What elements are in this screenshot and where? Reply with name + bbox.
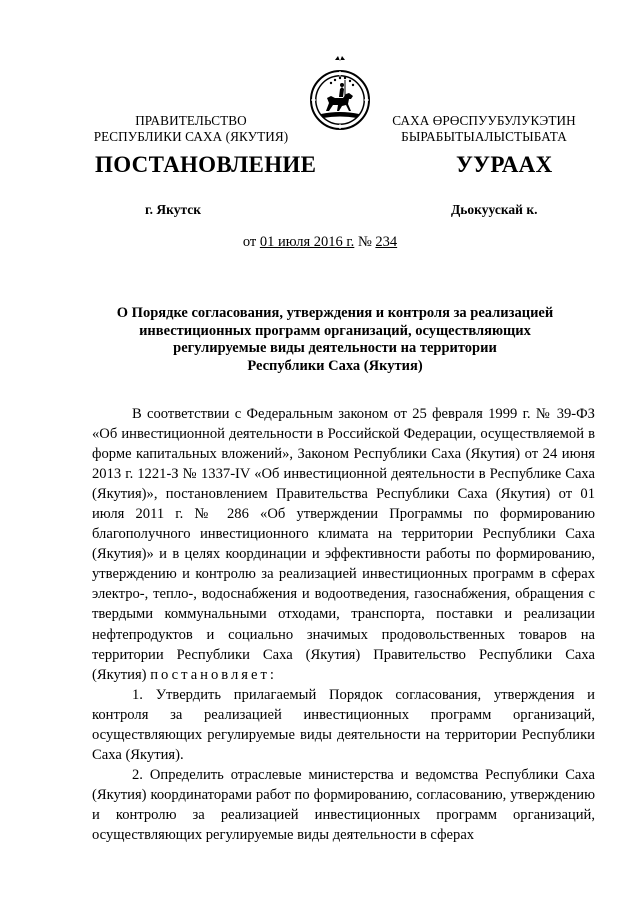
decree-title-line3: регулируемые виды деятельности на территории [173, 340, 497, 356]
number-sign: № [357, 234, 372, 250]
preamble-paragraph [92, 404, 595, 685]
government-name-ru-line2: РЕСПУБЛИКИ САХА (ЯКУТИЯ) [93, 128, 289, 144]
item-1-paragraph: 1. Утвердить прилагаемый Порядок согласования, утверждения и контроля за реализацией инвестиционных программ организаций, осуществляющих регулируемые виды деятельности на территории Республики Саха (Якутия). [92, 686, 595, 763]
decree-body [92, 404, 595, 845]
government-name-sah-line1: САХА ӨРӨСПУУБУЛУКЭТИН [392, 113, 576, 128]
government-name-ru-line1: ПРАВИТЕЛЬСТВО [135, 113, 247, 128]
item-2-paragraph: 2. Определить отраслевые министерства и ведомства Республики Саха (Якутия) координаторами работ по формированию, согласованию, утверждению и контролю за реализацией инвестиционных программ организаций, осуществляющих регулируемые виды деятельности в сферах [92, 766, 595, 843]
preamble-text: В соответствии с Федеральным законом от 25 февраля 1999 г. № 39-ФЗ «Об инвестиционной деятельности в Российской Федерации, осуществляемой в форме капитальных вложений», Законом Республики Саха (Якутия) от 24 июня 2013 г. 1221-З № 1337-IV «Об инвестиционной деятельности в Республике Саха (Якутия)», постановлением Правительства Республики Саха (Якутия) от 01 июля 2011 г. № 286 «Об утверждении Программы по формированию благополучного инвестиционного климата на территории Республики Саха (Якутия)» и в целях координации и эффективности работы по формированию, утверждению и контролю за реализацией инвестиционных программ в сферах электро-, тепло-, водоснабжения и водоотведения, газоснабжения, обращения с твердыми коммунальными отходами, транспорта, поставки и реализации нефтепродуктов и социально значимых продовольственных товаров на территории Республики Саха (Якутия) Правительство Республики Саха (Якутия) [92, 406, 595, 683]
decree-date: 01 июля 2016 г. [259, 234, 355, 250]
city-sah: Дьокуускай к. [451, 202, 538, 217]
doc-type-sah: УУРААХ [456, 152, 553, 177]
decree-title-line2: инвестиционных программ организаций, осуществляющих [139, 322, 531, 339]
government-name-ru [86, 113, 296, 144]
dateline-prefix: от [242, 234, 257, 250]
government-name-sah-line2: БЫРАБЫТЫАЛЫСТЫБАТА [401, 128, 567, 144]
decree-title [100, 305, 570, 375]
city-ru: г. Якутск [145, 202, 202, 217]
decree-dateline [0, 234, 640, 251]
decree-word: постановляет: [150, 666, 277, 683]
coat-of-arms-emblem-icon [309, 56, 371, 136]
government-name-sah [384, 113, 584, 144]
decree-number: 234 [375, 234, 398, 250]
doc-type-ru: ПОСТАНОВЛЕНИЕ [95, 152, 317, 177]
decree-title-line1: О Порядке согласования, утверждения и контроля за реализацией [116, 305, 554, 321]
decree-title-line4: Республики Саха (Якутия) [247, 357, 423, 374]
